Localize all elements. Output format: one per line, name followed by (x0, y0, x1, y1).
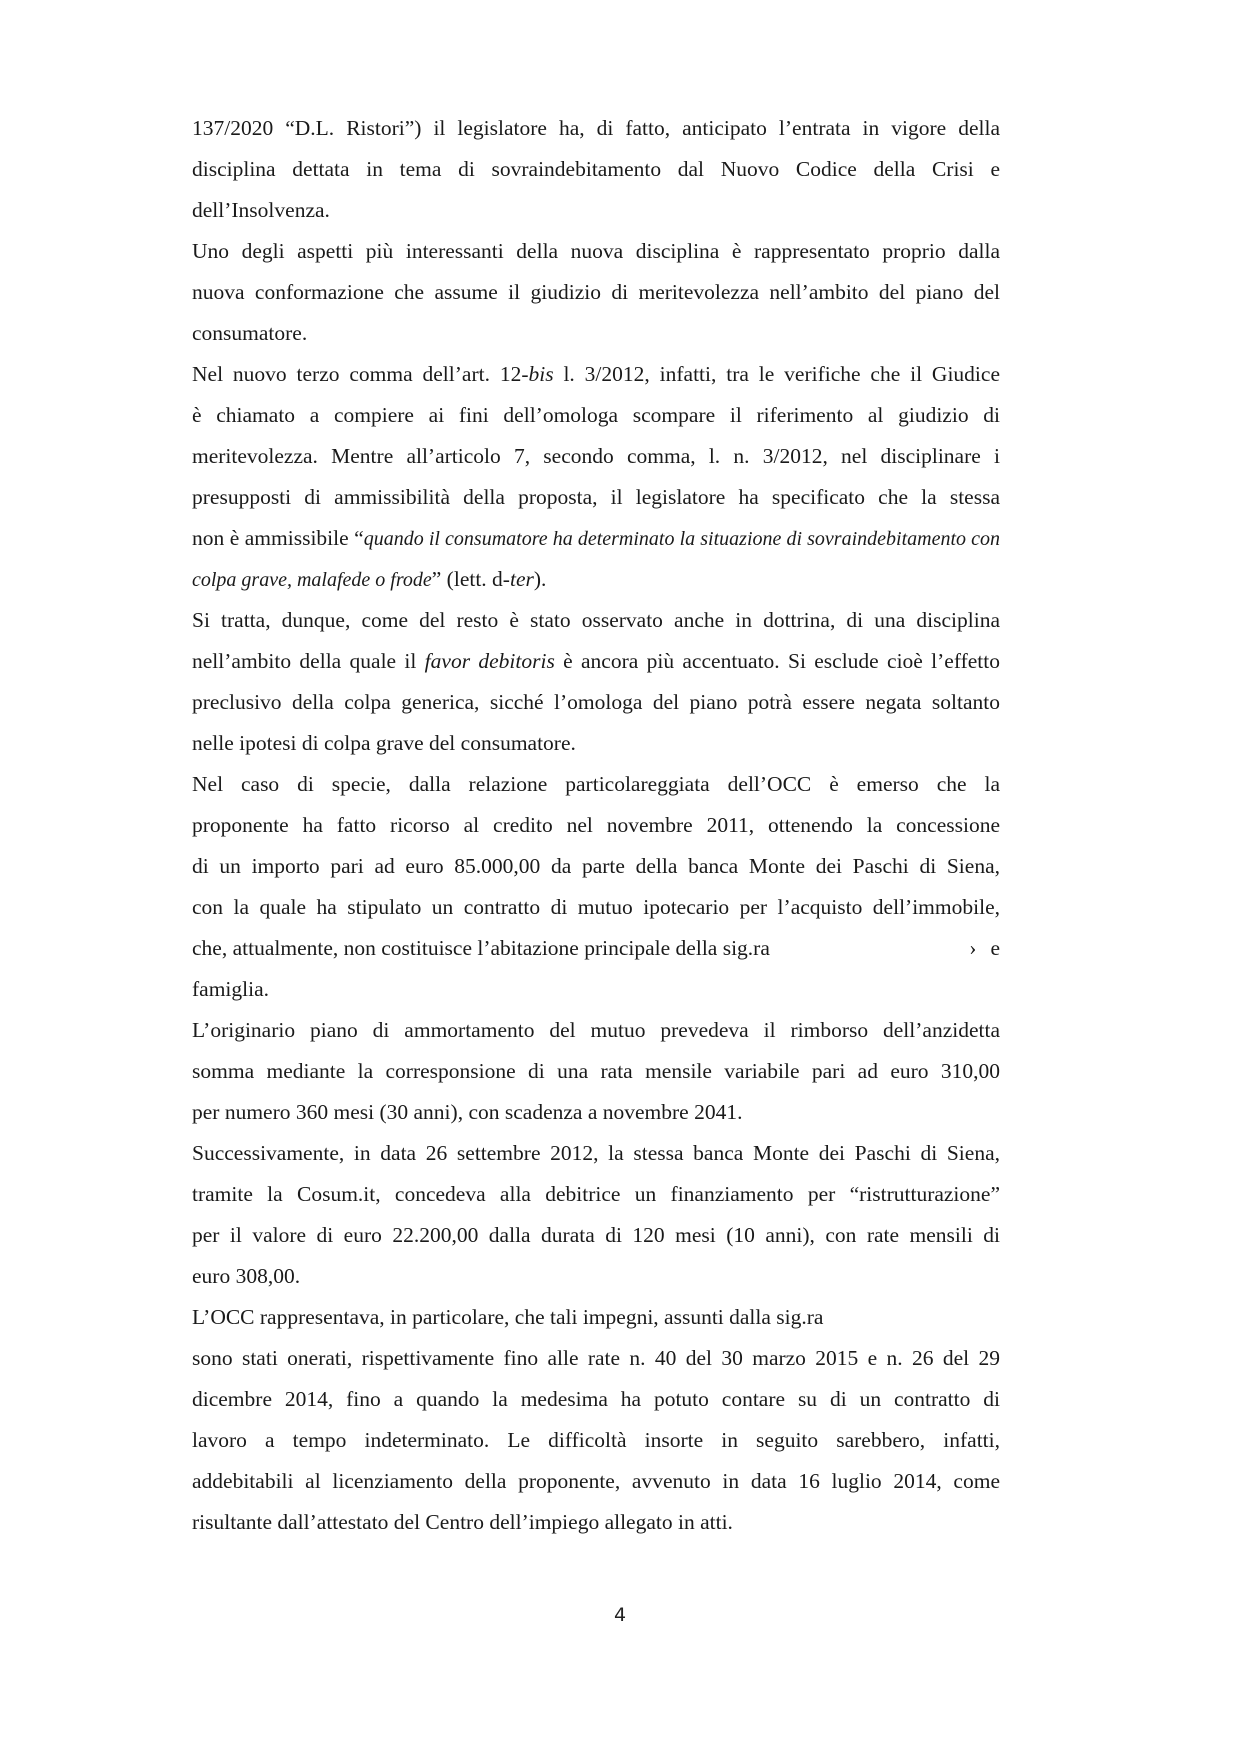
text-line: Nel caso di specie, dalla relazione particolareggiata dell’OCC è emerso che la (192, 772, 1000, 796)
text-line: Si tratta, dunque, come del resto è stato osservato anche in dottrina, di una disciplina (192, 608, 1000, 632)
text-line: presupposti di ammissibilità della proposta, il legislatore ha specificato che la stessa (192, 485, 1000, 509)
paragraph-favor-debitoris (192, 600, 1000, 764)
body-text (192, 108, 1000, 1543)
text-segment: e (990, 936, 1000, 960)
paragraph-art-12-bis (192, 354, 1000, 600)
paragraph-occ-rappresentava (192, 1297, 1000, 1543)
text-segment: che, attualmente, non costituisce l’abitazione principale della sig.ra (192, 936, 770, 960)
text-segment: ). (533, 567, 547, 591)
text-line: preclusivo della colpa generica, sicché l’omologa del piano potrà essere negata soltanto (192, 690, 1000, 714)
text-line: è chiamato a compiere ai fini dell’omologa scompare il riferimento al giudizio di (192, 403, 1000, 427)
text-segment: Nel nuovo terzo comma dell’art. 12- (192, 362, 529, 386)
text-line: con la quale ha stipulato un contratto di mutuo ipotecario per l’acquisto dell’immobile, (192, 895, 1000, 919)
text-line: nuova conformazione che assume il giudizio di meritevolezza nell’ambito del piano del (192, 280, 1000, 304)
text-line: sono stati onerati, rispettivamente fino alle rate n. 40 del 30 marzo 2015 e n. 26 del 29 (192, 1346, 1000, 1370)
text-line: famiglia. (192, 977, 270, 1001)
text-line: euro 308,00. (192, 1264, 301, 1288)
text-line: dicembre 2014, fino a quando la medesima ha potuto contare su di un contratto di (192, 1387, 1000, 1411)
text-line: nelle ipotesi di colpa grave del consumatore. (192, 731, 576, 755)
text-line (192, 518, 1000, 559)
text-segment: ” (lett. d- (431, 567, 510, 591)
text-line: meritevolezza. Mentre all’articolo 7, secondo comma, l. n. 3/2012, nel disciplinare i (192, 444, 1000, 468)
redaction-mark: › (969, 936, 977, 960)
text-line: dell’Insolvenza. (192, 198, 330, 222)
paragraph-piano-ammortamento (192, 1010, 1000, 1133)
text-segment: è ancora più accentuato. Si esclude cioè l’effetto (554, 649, 1000, 673)
text-line: Uno degli aspetti più interessanti della nuova disciplina è rappresentato proprio dalla (192, 239, 1000, 263)
text-segment: l. 3/2012, infatti, tra le verifiche che il Giudice (553, 362, 1000, 386)
text-line (192, 928, 1000, 969)
text-line (192, 354, 1000, 395)
paragraph-meritevolezza (192, 231, 1000, 354)
text-line: somma mediante la corresponsione di una rata mensile variabile pari ad euro 310,00 (192, 1059, 1000, 1083)
text-segment: non è ammissibile “ (192, 526, 364, 550)
paragraph-caso-di-specie (192, 764, 1000, 1010)
text-line: 137/2020 “D.L. Ristori”) il legislatore ha, di fatto, anticipato l’entrata in vigore della (192, 116, 1000, 140)
italic-segment: ter (509, 567, 534, 591)
text-line: L’originario piano di ammortamento del mutuo prevedeva il rimborso dell’anzidetta (192, 1018, 1000, 1042)
page-number: 4 (613, 1604, 627, 1626)
paragraph-intro (192, 108, 1000, 231)
text-line: per il valore di euro 22.200,00 dalla durata di 120 mesi (10 anni), con rate mensili di (192, 1223, 1000, 1247)
text-line: consumatore. (192, 321, 308, 345)
text-line: addebitabili al licenziamento della proponente, avvenuto in data 16 luglio 2014, come (192, 1469, 1000, 1493)
text-line: per numero 360 mesi (30 anni), con scadenza a novembre 2041. (192, 1100, 743, 1124)
italic-segment: bis (528, 362, 554, 386)
italic-segment: favor debitoris (424, 649, 555, 673)
italic-quote: quando il consumatore ha determinato la situazione di sovraindebitamento con (363, 528, 1000, 550)
text-line: Successivamente, in data 26 settembre 2012, la stessa banca Monte dei Paschi di Siena, (192, 1141, 1000, 1165)
italic-quote: colpa grave, malafede o frode (192, 569, 432, 591)
text-line: tramite la Cosum.it, concedeva alla debitrice un finanziamento per “ristrutturazione” (192, 1182, 1000, 1206)
paragraph-finanziamento (192, 1133, 1000, 1297)
text-line: proponente ha fatto ricorso al credito nel novembre 2011, ottenendo la concessione (192, 813, 1000, 837)
text-line (192, 641, 1000, 682)
text-line: di un importo pari ad euro 85.000,00 da parte della banca Monte dei Paschi di Siena, (192, 854, 1000, 878)
text-segment: nell’ambito della quale il (192, 649, 425, 673)
text-line: disciplina dettata in tema di sovraindebitamento dal Nuovo Codice della Crisi e (192, 157, 1000, 181)
text-line: lavoro a tempo indeterminato. Le difficoltà insorte in seguito sarebbero, infatti, (192, 1428, 1000, 1452)
text-line: risultante dall’attestato del Centro dell’impiego allegato in atti. (192, 1510, 733, 1534)
text-line (192, 559, 1000, 600)
text-line: L’OCC rappresentava, in particolare, che tali impegni, assunti dalla sig.ra (192, 1305, 824, 1329)
